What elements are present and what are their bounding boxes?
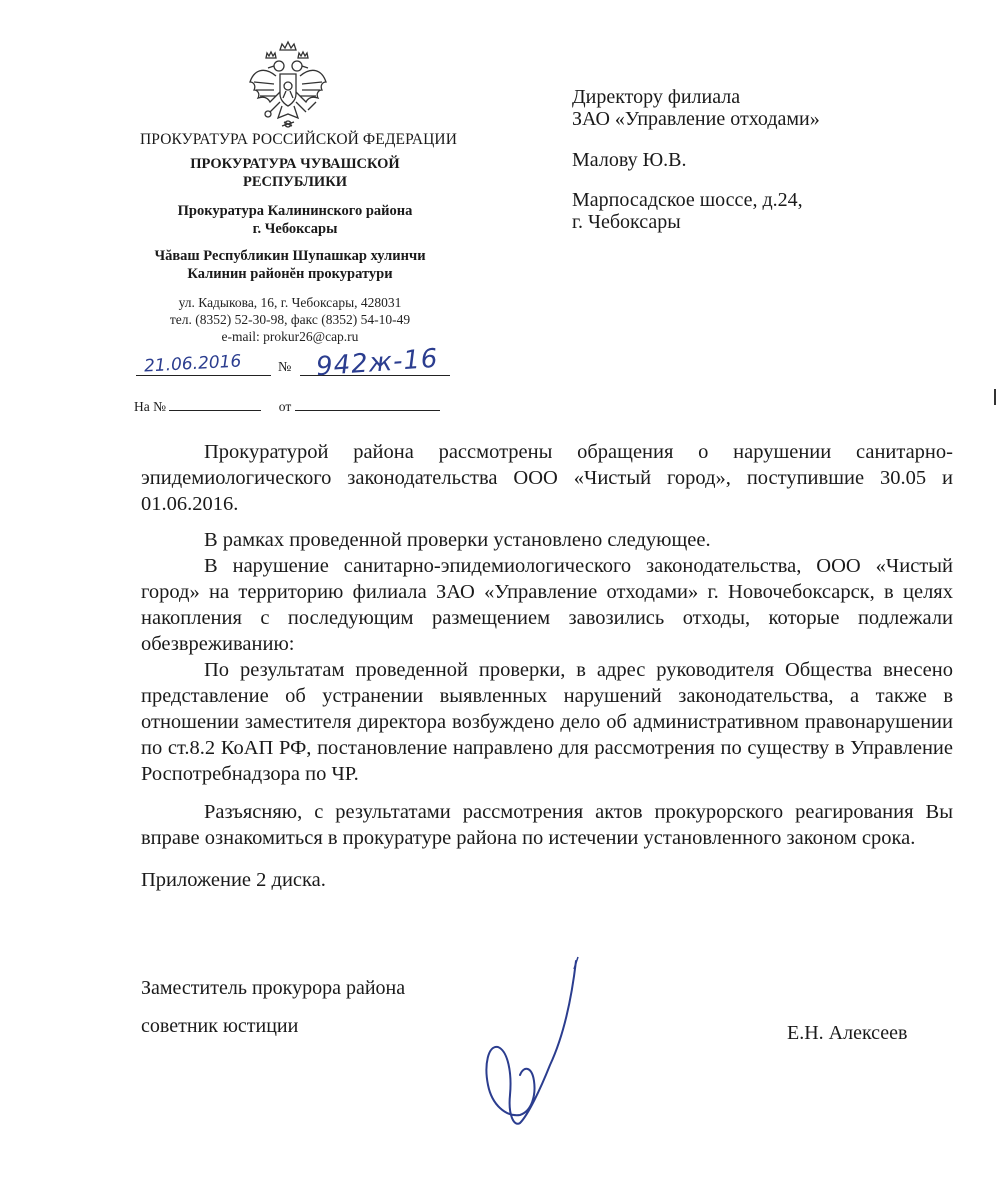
date-handwritten: 21.06.2016 [143,351,242,377]
addressee-street: Марпосадское шоссе, д.24, [572,189,803,211]
org-name-federal: ПРОКУРАТУРА РОССИЙСКОЙ ФЕДЕРАЦИИ [140,131,457,148]
addressee-city: г. Чебоксары [572,211,681,233]
addressee-block [572,86,820,233]
org-phone: тел. (8352) 52-30-98, факс (8352) 54-10-49 [169,312,411,327]
coat-of-arms-icon [246,36,330,132]
paragraph-2: В рамках проведенной проверки установлено следующее. [204,529,711,551]
org-name-chuvash-line2: Калинин районĕн прокуратури [187,266,393,282]
paragraph-1: Прокуратурой района рассмотрены обращения о нарушении санитарно-эпидемиологического законодательства ООО «Чистый город», поступившие 30.05 и 01.06.2016. [141,441,953,515]
org-name-district-line1: Прокуратура Калининского района [177,203,413,219]
handwritten-signature [480,955,590,1135]
org-email: e-mail: prokur26@cap.ru [221,329,359,344]
ref-no-blank [169,398,261,411]
scan-mark [994,389,996,405]
addressee-name: Малову Ю.В. [572,149,687,171]
signer-position: Заместитель прокурора района [141,977,406,999]
ref-from-label: от [278,399,292,414]
signer-name: Е.Н. Алексеев [787,1022,908,1044]
ref-from-blank [295,398,440,411]
letter-body [141,439,953,893]
addressee-position: Директору филиала [572,86,741,108]
reference-line [134,398,440,415]
paragraph-5: Разъясняю, с результатами рассмотрения актов прокурорского реагирования Вы вправе ознакомиться в прокуратуре района по истечении установленного законом срока. [141,801,953,849]
attachment-note: Приложение 2 диска. [141,869,326,891]
number-label: № [278,360,292,375]
addressee-company: ЗАО «Управление отходами» [572,108,820,130]
org-address: ул. Кадыкова, 16, г. Чебоксары, 428031 [178,295,402,310]
signer-rank: советник юстиции [141,1015,299,1037]
org-name-republic-line2: РЕСПУБЛИКИ [242,174,348,190]
number-handwritten: 942ж-16 [315,343,440,383]
paragraph-3: В нарушение санитарно-эпидемиологического законодательства, ООО «Чистый город» на территорию филиала ЗАО «Управление отходами» г. Новочебоксарск, в целях накопления с последующим размещением завозились отходы, которые подлежали обезвреживанию: [141,555,953,655]
org-name-district-line2: г. Чебоксары [252,221,338,237]
paragraph-4: По результатам проведенной проверки, в адрес руководителя Общества внесено представление об устранении выявленных нарушений законодательства, а также в отношении заместителя директора возбуждено дело об административном правонарушении по ст.8.2 КоАП РФ, постановление направлено для рассмотрения по существу в Управление Роспотребнадзора по ЧР. [141,659,953,785]
org-name-republic-line1: ПРОКУРАТУРА ЧУВАШСКОЙ [190,156,400,172]
ref-no-label: На № [134,399,166,414]
org-name-chuvash-line1: Чăваш Республикин Шупашкар хулинчи [154,248,426,264]
